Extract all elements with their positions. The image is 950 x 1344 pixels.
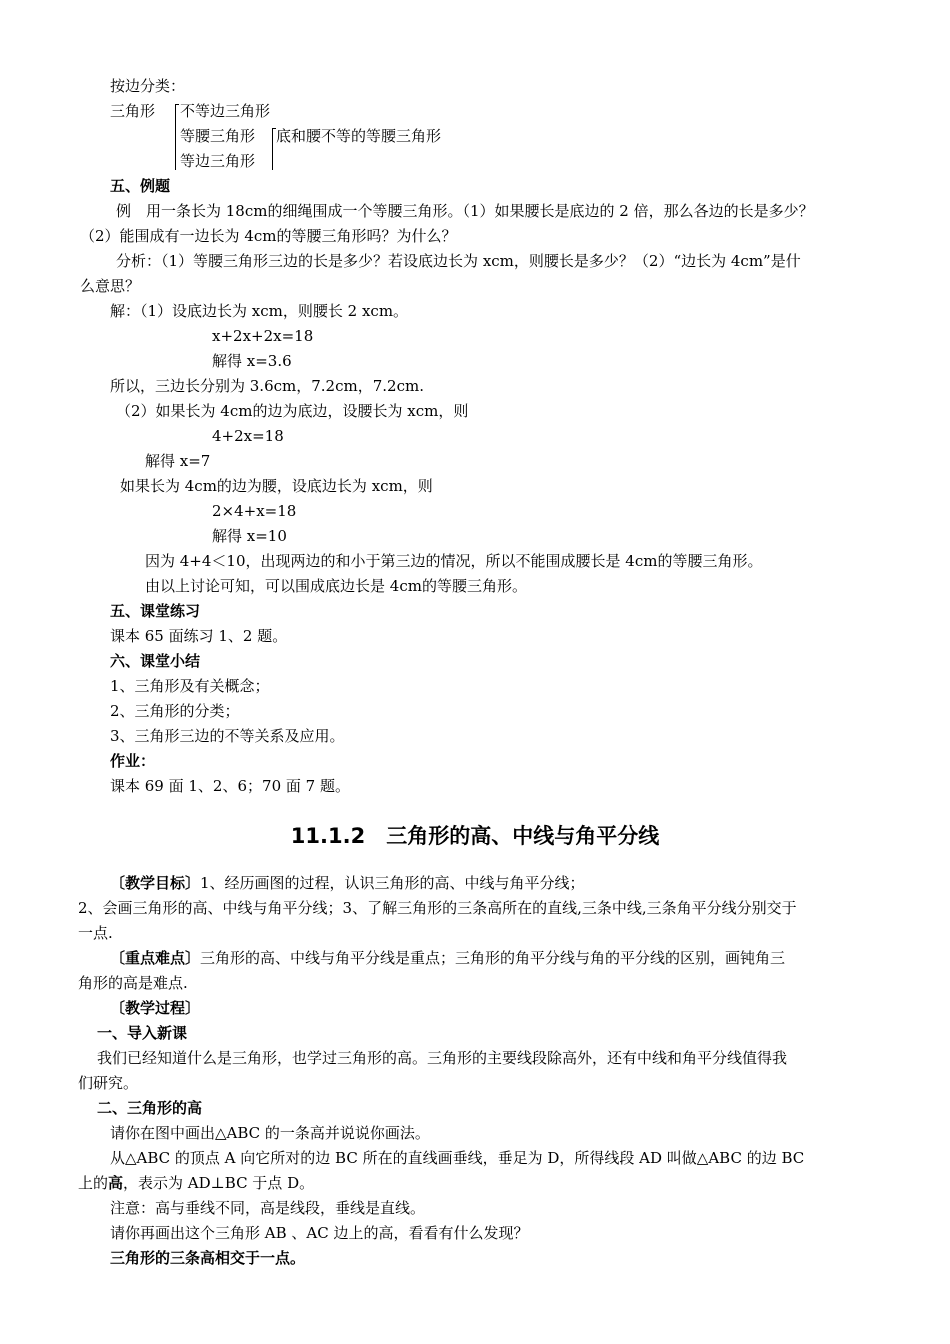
isosceles-brace: [272, 128, 273, 170]
homework-text: 课本 69 面 1、2、6；70 面 7 题。: [110, 777, 350, 795]
altitude-line-1: 请你在图中画出△ABC 的一条高并说说你画法。: [110, 1124, 430, 1142]
summary-item-2: 2、三角形的分类；: [110, 702, 240, 720]
goal-text: 1、经历画图的过程，认识三角形的高、中线与角平分线；: [200, 874, 585, 892]
key-line-1: [110, 948, 785, 968]
altitude-line-2: 从△ABC 的顶点 A 向它所对的边 BC 所在的直线画垂线，垂足为 D，所得线段 AD 叫做△ABC 的边 BC: [110, 1149, 805, 1167]
key-label: 〔重点难点〕: [110, 949, 201, 967]
key-line-2: 角形的高是难点.: [78, 974, 188, 992]
because-line: 因为 4+4＜10，出现两边的和小于第三边的情况，所以不能围成腰长是 4cm的等腰三角形。: [145, 552, 763, 570]
scalene-label: 不等边三角形: [180, 102, 271, 120]
equation-2: 4+2x=18: [212, 427, 284, 445]
solution-1: 解：（1）设底边长为 xcm，则腰长 2 xcm。: [110, 302, 409, 320]
fact-line: 三角形的三条高相交于一点。: [110, 1249, 306, 1267]
isosceles-label: 等腰三角形: [180, 127, 256, 145]
by-side-label: 按边分类：: [110, 77, 186, 95]
intro-line-2: 们研究。: [78, 1074, 139, 1092]
goal-label: 〔教学目标〕: [110, 874, 201, 892]
key-text: 三角形的高、中线与角平分线是重点；三角形的角平分线与角的平分线的区别，画钝角三: [200, 949, 786, 967]
result-2: 解得 x=7: [145, 452, 211, 470]
altitude-line-3a: 上的: [78, 1174, 109, 1192]
equation-3: 2×4+x=18: [212, 502, 297, 520]
analysis-line-2: 么意思？: [80, 277, 141, 295]
equilateral-label: 等边三角形: [180, 152, 256, 170]
practice-text: 课本 65 面练习 1、2 题。: [110, 627, 288, 645]
result-3: 解得 x=10: [212, 527, 287, 545]
altitude-heading: 二、三角形的高: [97, 1099, 203, 1117]
isosceles-sub-label: 底和腰不等的等腰三角形: [276, 127, 442, 145]
ask-line: 请你再画出这个三角形 AB 、AC 边上的高，看看有什么发现？: [110, 1224, 529, 1242]
summary-item-1: 1、三角形及有关概念；: [110, 677, 270, 695]
altitude-line-3: [78, 1173, 314, 1193]
process-label: 〔教学过程〕: [110, 999, 201, 1017]
intro-heading: 一、导入新课: [97, 1024, 188, 1042]
example-line-2: （2）能围成有一边长为 4cm的等腰三角形吗？为什么？: [80, 227, 457, 245]
section-title: 11.1.2 三角形的高、中线与角平分线: [290, 824, 660, 848]
altitude-line-3c: ，表示为 AD⊥BC 于点 D。: [123, 1174, 315, 1192]
summary-item-3: 3、三角形三边的不等关系及应用。: [110, 727, 345, 745]
intro-line-1: 我们已经知道什么是三角形，也学过三角形的高。三角形的主要线段除高外，还有中线和角平分线值得我: [97, 1049, 788, 1067]
altitude-term: 高: [108, 1174, 124, 1192]
example-heading: 五、例题: [110, 177, 171, 195]
goal-line-2: 2、会画三角形的高、中线与角平分线；3、了解三角形的三条高所在的直线,三条中线,三条角平分线分别交于: [78, 899, 797, 917]
goal-line-1: [110, 873, 585, 893]
example-line-1: 例 用一条长为 18cm的细绳围成一个等腰三角形。（1）如果腰长是底边的 2 倍，那么各边的长是多少？: [116, 202, 814, 220]
so-1: 所以，三边长分别为 3.6cm，7.2cm，7.2cm.: [110, 377, 424, 395]
practice-heading: 五、课堂练习: [110, 602, 201, 620]
equation-1: x+2x+2x=18: [212, 327, 314, 345]
result-1: 解得 x=3.6: [212, 352, 292, 370]
solution-3: 如果长为 4cm的边为腰，设底边长为 xcm，则: [120, 477, 433, 495]
note-line: 注意：高与垂线不同，高是线段，垂线是直线。: [110, 1199, 426, 1217]
summary-heading: 六、课堂小结: [110, 652, 201, 670]
analysis-line-1: 分析：（1）等腰三角形三边的长是多少？若设底边长为 xcm，则腰长是多少？（2）“边长为 4cm”是什: [116, 252, 801, 270]
conclude-line: 由以上讨论可知，可以围成底边长是 4cm的等腰三角形。: [145, 577, 527, 595]
goal-line-3: 一点.: [78, 924, 113, 942]
triangle-label: 三角形: [110, 102, 156, 120]
homework-heading: 作业：: [110, 752, 156, 770]
solution-2: （2）如果长为 4cm的边为底边，设腰长为 xcm，则: [116, 402, 469, 420]
classification-brace: [175, 104, 176, 170]
